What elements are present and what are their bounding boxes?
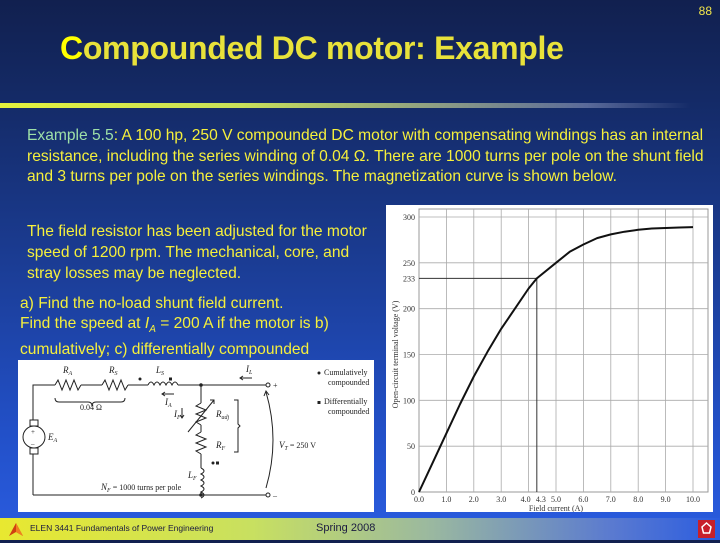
resistor-rf: [196, 432, 206, 454]
question-a: a) Find the no-load shunt field current.: [20, 295, 284, 312]
label-ra: $R_A$: [63, 365, 73, 377]
x-tick-label: 8.0: [633, 495, 644, 504]
magnetization-chart: [386, 205, 713, 512]
y-tick-label: 0: [411, 488, 415, 497]
terminal-plus: +: [273, 381, 278, 390]
y-tick-label: 200: [403, 304, 415, 314]
resistor-rs: [102, 380, 128, 390]
field-resistor-paragraph: The field resistor has been adjusted for the motor speed of 1200 rpm. The mechanical, core, and stray losses may be neglected.: [27, 223, 367, 282]
x-tick-label: 1.0: [441, 495, 452, 504]
legend-differential-line2: compounded: [328, 407, 370, 416]
term-label: Spring 2008: [316, 522, 376, 534]
footer-bar: [0, 518, 720, 540]
label-resistance: 0.04 Ω: [80, 403, 102, 412]
resistor-radj: [196, 403, 206, 425]
matlab-logo-icon: [8, 521, 24, 537]
example-text: : A 100 hp, 250 V compounded DC motor with compensating windings has an internal resistance, including the series winding of 0.04 Ω. There are 1000 turns per pole on the shunt field and 3 turns per pole on the series windings. The magnetization curve is shown below.: [27, 127, 704, 185]
terminal-minus: –: [273, 491, 277, 500]
title-first-letter: C: [60, 30, 83, 66]
question-bc: Find the speed at $I_A = 200$ A if the motor is b) cumulatively; c) differentially compounded: [20, 315, 329, 359]
x-axis-label: Field current (A): [528, 504, 584, 512]
x-tick-label: 0.0: [414, 495, 424, 504]
resistor-ra: [55, 380, 81, 390]
slide-title: [60, 30, 564, 67]
course-name: ELEN 3441 Fundamentals of Power Engineering: [30, 523, 214, 533]
example-label: Example 5.5: [27, 127, 114, 144]
x-tick-label: 2.0: [468, 495, 479, 504]
legend-cumulative-line1: Cumulatively: [324, 368, 368, 377]
y-tick-label: 50: [407, 442, 415, 452]
label-ls: $L_S$: [156, 365, 165, 377]
x-tick-label: 3.0: [496, 495, 507, 504]
label-ia: $I_A$: [165, 397, 172, 409]
slide-number: 88: [698, 4, 712, 18]
label-rf: $R_F$: [216, 440, 226, 452]
label-if: $I_F$: [174, 409, 181, 421]
source-minus: –: [31, 440, 35, 448]
y-tick-label: 233: [403, 274, 415, 284]
label-ea: $E_A$: [48, 432, 58, 444]
label-il: $I_L$: [246, 364, 253, 376]
legend-differential-line1: Differentially: [324, 397, 368, 406]
x-tick-label: 10.0: [686, 495, 700, 504]
label-vt: $V_T = 250$ V: [279, 440, 316, 452]
y-axis-label: Open-circuit terminal voltage (V): [391, 300, 400, 409]
questions: [20, 294, 380, 360]
label-rs: $R_S$: [109, 365, 118, 377]
university-logo-icon: [698, 520, 715, 538]
circuit-schematic: [18, 360, 374, 512]
title-rest: ompounded DC motor: Example: [82, 30, 564, 66]
y-tick-label: 100: [403, 396, 415, 406]
example-paragraph: [27, 126, 707, 188]
source-plus: +: [31, 428, 35, 436]
y-tick-label: 150: [403, 350, 415, 360]
x-tick-label: 7.0: [605, 495, 616, 504]
y-tick-label: 300: [403, 213, 415, 222]
x-tick-label: 4.0: [520, 495, 531, 504]
label-nf: $N_F = 1000$ turns per pole: [101, 482, 182, 494]
inductor-ls: [148, 382, 178, 385]
x-tick-label: 5.0: [551, 495, 561, 504]
x-tick-label: 6.0: [578, 495, 589, 504]
magnetization-curve-plot: [386, 205, 713, 512]
y-tick-label: 250: [403, 258, 415, 268]
circuit-diagram: [18, 360, 374, 512]
title-divider: [0, 103, 690, 108]
plot-frame: [419, 209, 708, 492]
legend-cumulative-line2: compounded: [328, 378, 370, 387]
label-radj: $R_{adj}$: [216, 409, 230, 421]
x-tick-label: 9.0: [660, 495, 671, 504]
x-tick-label: 4.3: [535, 495, 546, 504]
label-lf: $L_F$: [188, 470, 197, 482]
